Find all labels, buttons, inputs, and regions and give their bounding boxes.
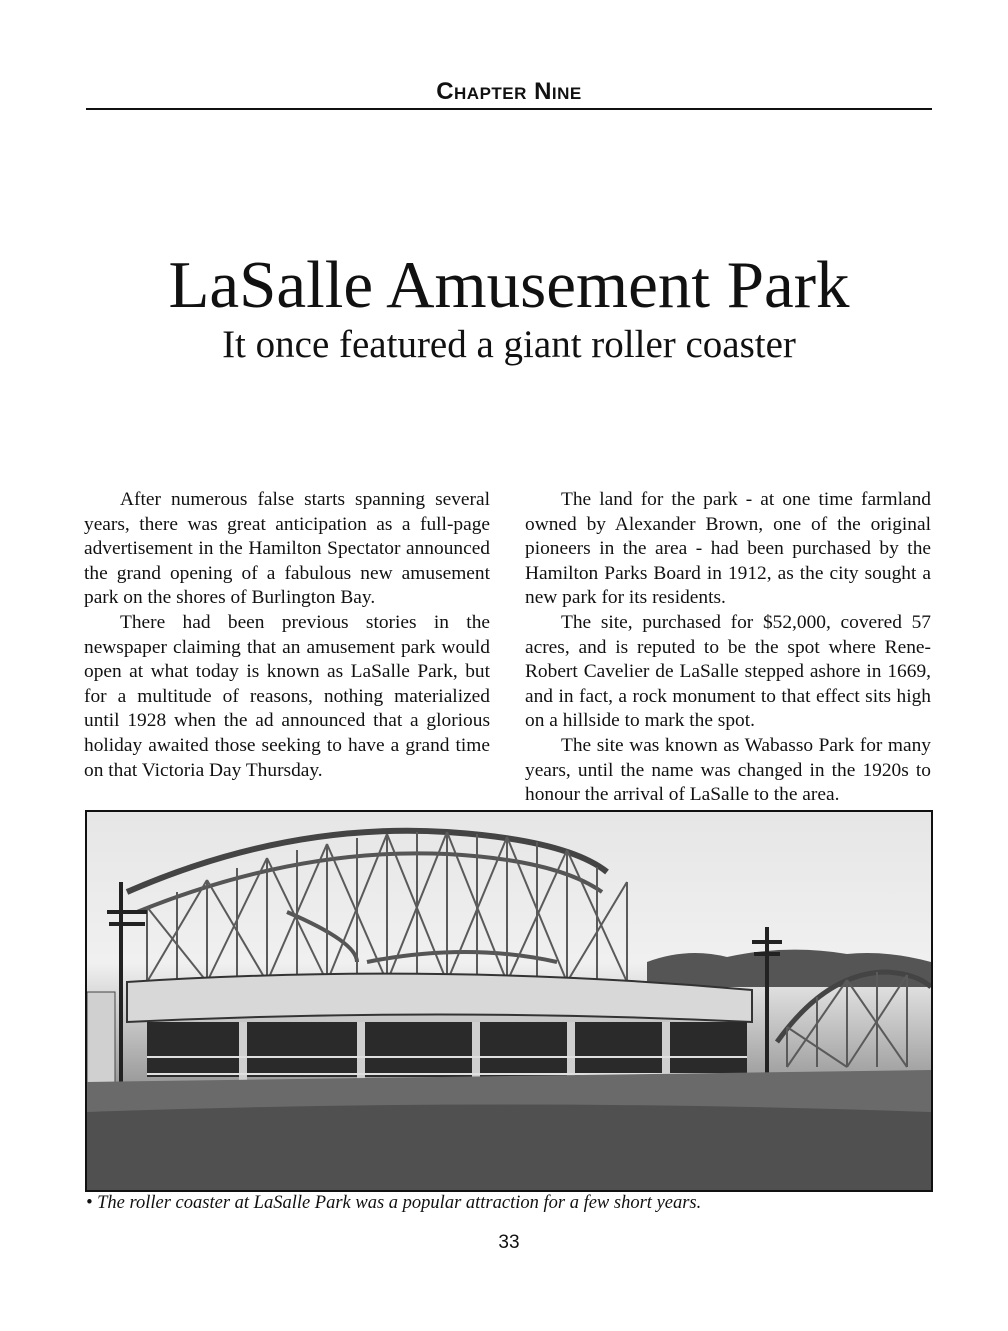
paragraph: The site was known as Wabasso Park for many years, until the name was changed in the 1920s to honour the arrival of LaSalle to the area. <box>525 734 931 806</box>
header-rule <box>86 108 932 110</box>
article-subtitle: It once featured a giant roller coaster <box>222 323 796 366</box>
paragraph: After numerous false starts spanning several years, there was great anticipation as a full-page advertisement in the Hamilton Spectator announced the grand opening of a fabulous new amusement park on the shores of Burlington Bay. <box>84 489 490 609</box>
left-column <box>84 488 490 783</box>
chapter-heading: Chapter Nine <box>436 78 582 105</box>
paragraph: The site, purchased for $52,000, covered 57 acres, and is reputed to be the spot where Rene-Robert Cavelier de LaSalle stepped ashore in 1669, and in fact, a rock monument to that effect sits high on a hillside to mark the spot. <box>525 611 931 732</box>
roller-coaster-photo <box>85 810 933 1192</box>
right-column <box>525 488 931 808</box>
roller-coaster-illustration <box>87 812 931 1190</box>
page-number: 33 <box>498 1232 520 1253</box>
paragraph: There had been previous stories in the newspaper claiming that an amusement park would open at what today is known as LaSalle Park, but for a multitude of reasons, nothing materialized until 1928 when the ad announced that a glorious holiday awaited those seeking to have a grand time on that Victoria Day Thursday. <box>84 611 490 781</box>
article-title: LaSalle Amusement Park <box>168 248 850 322</box>
paragraph: The land for the park - at one time farmland owned by Alexander Brown, one of the original pioneers in the area - had been purchased by the Hamilton Parks Board in 1912, as the city sought a new park for its residents. <box>525 489 931 609</box>
photo-caption: • The roller coaster at LaSalle Park was a popular attraction for a few short years. <box>86 1193 702 1213</box>
